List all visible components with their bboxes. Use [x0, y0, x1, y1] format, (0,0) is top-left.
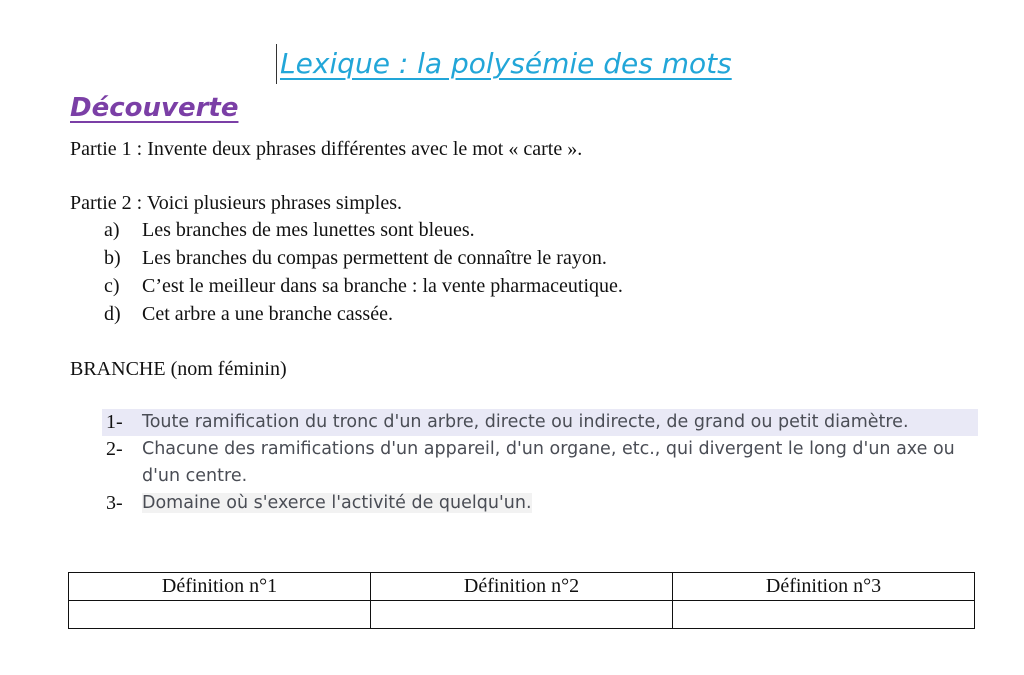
page-title: Lexique : la polysémie des mots	[276, 44, 732, 84]
definition-item	[102, 409, 978, 436]
definition-item	[102, 436, 978, 490]
sentence-item	[104, 301, 393, 327]
sentence-item	[104, 273, 623, 299]
sentence-text: Les branches de mes lunettes sont bleues.	[142, 219, 475, 241]
section-heading-decouverte: Découverte	[70, 93, 239, 123]
sentence-marker: d)	[104, 303, 121, 325]
table-row	[69, 601, 975, 629]
definition-text: Chacune des ramifications d'un appareil, d'un organe, etc., qui divergent le long d'un axe ou d'un centre.	[142, 439, 955, 486]
definition-number: 2-	[106, 438, 123, 460]
sentence-marker: c)	[104, 275, 120, 297]
definition-number: 3-	[106, 492, 123, 514]
definition-number: 1-	[106, 411, 123, 433]
definitions-table	[68, 572, 975, 629]
partie-1-instruction: Partie 1 : Invente deux phrases différentes avec le mot « carte ».	[70, 138, 583, 160]
definition-text: Toute ramification du tronc d'un arbre, directe ou indirecte, de grand ou petit diamètre.	[142, 412, 909, 432]
definitions-list	[102, 409, 978, 517]
partie-2-instruction: Partie 2 : Voici plusieurs phrases simples.	[70, 192, 403, 214]
table-header-cell: Définition n°3	[673, 573, 975, 601]
sentence-marker: a)	[104, 219, 120, 241]
sentence-marker: b)	[104, 247, 121, 269]
table-header-cell: Définition n°1	[69, 573, 371, 601]
sentence-text: Cet arbre a une branche cassée.	[142, 303, 393, 325]
definition-text: Domaine où s'exerce l'activité de quelqu'un.	[142, 493, 532, 513]
sentence-item	[104, 217, 475, 243]
sentence-text: Les branches du compas permettent de connaître le rayon.	[142, 247, 607, 269]
table-header-cell: Définition n°2	[371, 573, 673, 601]
table-cell[interactable]	[371, 601, 673, 629]
word-entry: BRANCHE (nom féminin)	[70, 358, 287, 380]
sentence-item	[104, 245, 607, 271]
definition-item	[102, 490, 978, 517]
sentence-text: C’est le meilleur dans sa branche : la vente pharmaceutique.	[142, 275, 623, 297]
table-cell[interactable]	[69, 601, 371, 629]
table-cell[interactable]	[673, 601, 975, 629]
table-header-row	[69, 573, 975, 601]
